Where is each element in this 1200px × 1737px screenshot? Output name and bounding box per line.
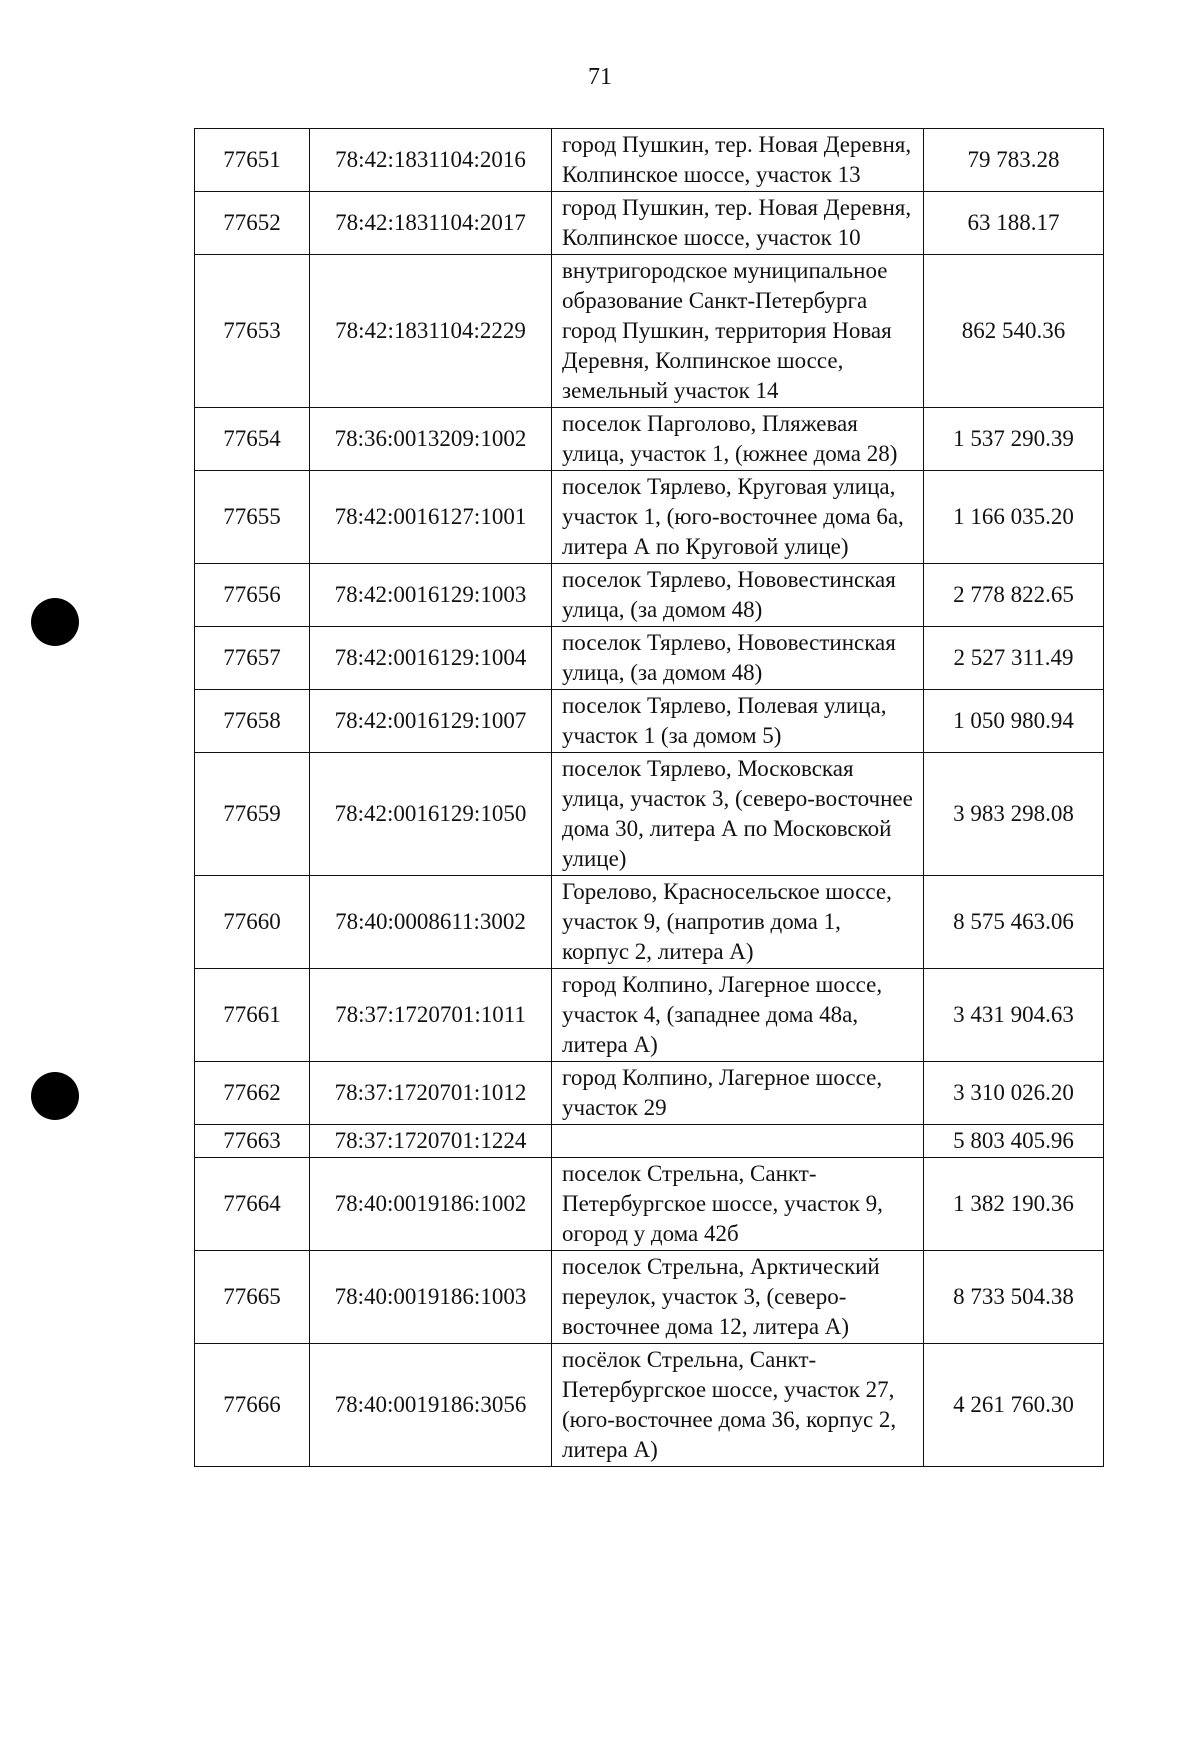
table-row xyxy=(195,192,1104,255)
row-number-cell: 77653 xyxy=(195,255,310,408)
row-number-cell: 77663 xyxy=(195,1125,310,1158)
row-number-cell: 77659 xyxy=(195,753,310,876)
cadastral-number-cell: 78:42:1831104:2016 xyxy=(310,129,552,192)
table-row xyxy=(195,690,1104,753)
cadastral-number-cell: 78:42:0016127:1001 xyxy=(310,471,552,564)
cadastral-value-table xyxy=(194,128,1104,1467)
table-row xyxy=(195,408,1104,471)
punch-hole-mark xyxy=(31,1072,79,1120)
row-number-cell: 77661 xyxy=(195,969,310,1062)
cadastral-value-cell: 3 431 904.63 xyxy=(924,969,1104,1062)
row-number-cell: 77666 xyxy=(195,1344,310,1467)
cadastral-number-cell: 78:42:1831104:2229 xyxy=(310,255,552,408)
address-cell: поселок Стрельна, Санкт-Петербургское шоссе, участок 9, огород у дома 42б xyxy=(552,1158,924,1251)
table-row xyxy=(195,129,1104,192)
table-row xyxy=(195,1251,1104,1344)
cadastral-value-cell: 1 382 190.36 xyxy=(924,1158,1104,1251)
cadastral-number-cell: 78:42:0016129:1003 xyxy=(310,564,552,627)
row-number-cell: 77651 xyxy=(195,129,310,192)
address-cell: посёлок Стрельна, Санкт-Петербургское шоссе, участок 27, (юго-восточнее дома 36, корпус 2, литера А) xyxy=(552,1344,924,1467)
address-cell: поселок Парголово, Пляжевая улица, участок 1, (южнее дома 28) xyxy=(552,408,924,471)
cadastral-number-cell: 78:40:0019186:1003 xyxy=(310,1251,552,1344)
address-cell: город Пушкин, тер. Новая Деревня, Колпинское шоссе, участок 10 xyxy=(552,192,924,255)
row-number-cell: 77658 xyxy=(195,690,310,753)
row-number-cell: 77664 xyxy=(195,1158,310,1251)
row-number-cell: 77662 xyxy=(195,1062,310,1125)
cadastral-value-cell: 5 803 405.96 xyxy=(924,1125,1104,1158)
cadastral-number-cell: 78:42:0016129:1004 xyxy=(310,627,552,690)
table-row xyxy=(195,1344,1104,1467)
cadastral-number-cell: 78:42:0016129:1007 xyxy=(310,690,552,753)
address-cell: поселок Стрельна, Арктический переулок, участок 3, (северо-восточнее дома 12, литера А) xyxy=(552,1251,924,1344)
cadastral-number-cell: 78:42:1831104:2017 xyxy=(310,192,552,255)
address-cell xyxy=(552,1125,924,1158)
table-row xyxy=(195,255,1104,408)
address-cell: внутригородское муниципальное образование Санкт-Петербурга город Пушкин, территория Новая Деревня, Колпинское шоссе, земельный участок 14 xyxy=(552,255,924,408)
cadastral-number-cell: 78:37:1720701:1011 xyxy=(310,969,552,1062)
cadastral-number-cell: 78:40:0019186:1002 xyxy=(310,1158,552,1251)
table-row xyxy=(195,471,1104,564)
table-row xyxy=(195,627,1104,690)
cadastral-value-cell: 4 261 760.30 xyxy=(924,1344,1104,1467)
table-row xyxy=(195,1158,1104,1251)
address-cell: поселок Тярлево, Нововестинская улица, (за домом 48) xyxy=(552,627,924,690)
punch-hole-mark xyxy=(31,598,79,646)
address-cell: поселок Тярлево, Нововестинская улица, (за домом 48) xyxy=(552,564,924,627)
row-number-cell: 77654 xyxy=(195,408,310,471)
cadastral-number-cell: 78:42:0016129:1050 xyxy=(310,753,552,876)
cadastral-number-cell: 78:36:0013209:1002 xyxy=(310,408,552,471)
address-cell: город Колпино, Лагерное шоссе, участок 29 xyxy=(552,1062,924,1125)
cadastral-value-cell: 3 983 298.08 xyxy=(924,753,1104,876)
cadastral-number-cell: 78:37:1720701:1224 xyxy=(310,1125,552,1158)
row-number-cell: 77660 xyxy=(195,876,310,969)
row-number-cell: 77665 xyxy=(195,1251,310,1344)
row-number-cell: 77657 xyxy=(195,627,310,690)
cadastral-value-cell: 862 540.36 xyxy=(924,255,1104,408)
cadastral-number-cell: 78:37:1720701:1012 xyxy=(310,1062,552,1125)
cadastral-value-cell: 1 050 980.94 xyxy=(924,690,1104,753)
row-number-cell: 77655 xyxy=(195,471,310,564)
row-number-cell: 77652 xyxy=(195,192,310,255)
address-cell: поселок Тярлево, Полевая улица, участок 1 (за домом 5) xyxy=(552,690,924,753)
cadastral-value-cell: 3 310 026.20 xyxy=(924,1062,1104,1125)
address-cell: поселок Тярлево, Московская улица, участок 3, (северо-восточнее дома 30, литера А по Московской улице) xyxy=(552,753,924,876)
table-row xyxy=(195,564,1104,627)
cadastral-value-cell: 63 188.17 xyxy=(924,192,1104,255)
table-row xyxy=(195,1062,1104,1125)
address-cell: город Пушкин, тер. Новая Деревня, Колпинское шоссе, участок 13 xyxy=(552,129,924,192)
cadastral-value-cell: 79 783.28 xyxy=(924,129,1104,192)
page-number: 71 xyxy=(588,64,612,90)
cadastral-number-cell: 78:40:0008611:3002 xyxy=(310,876,552,969)
cadastral-value-cell: 2 778 822.65 xyxy=(924,564,1104,627)
cadastral-number-cell: 78:40:0019186:3056 xyxy=(310,1344,552,1467)
table-row xyxy=(195,876,1104,969)
cadastral-value-cell: 8 575 463.06 xyxy=(924,876,1104,969)
address-cell: город Колпино, Лагерное шоссе, участок 4, (западнее дома 48а, литера А) xyxy=(552,969,924,1062)
cadastral-value-cell: 8 733 504.38 xyxy=(924,1251,1104,1344)
cadastral-value-cell: 1 166 035.20 xyxy=(924,471,1104,564)
address-cell: Горелово, Красносельское шоссе, участок 9, (напротив дома 1, корпус 2, литера А) xyxy=(552,876,924,969)
cadastral-value-cell: 2 527 311.49 xyxy=(924,627,1104,690)
table-row xyxy=(195,1125,1104,1158)
table-row xyxy=(195,969,1104,1062)
row-number-cell: 77656 xyxy=(195,564,310,627)
cadastral-value-cell: 1 537 290.39 xyxy=(924,408,1104,471)
table-row xyxy=(195,753,1104,876)
address-cell: поселок Тярлево, Круговая улица, участок 1, (юго-восточнее дома 6а, литера А по Круговой улице) xyxy=(552,471,924,564)
table-body xyxy=(195,129,1104,1467)
